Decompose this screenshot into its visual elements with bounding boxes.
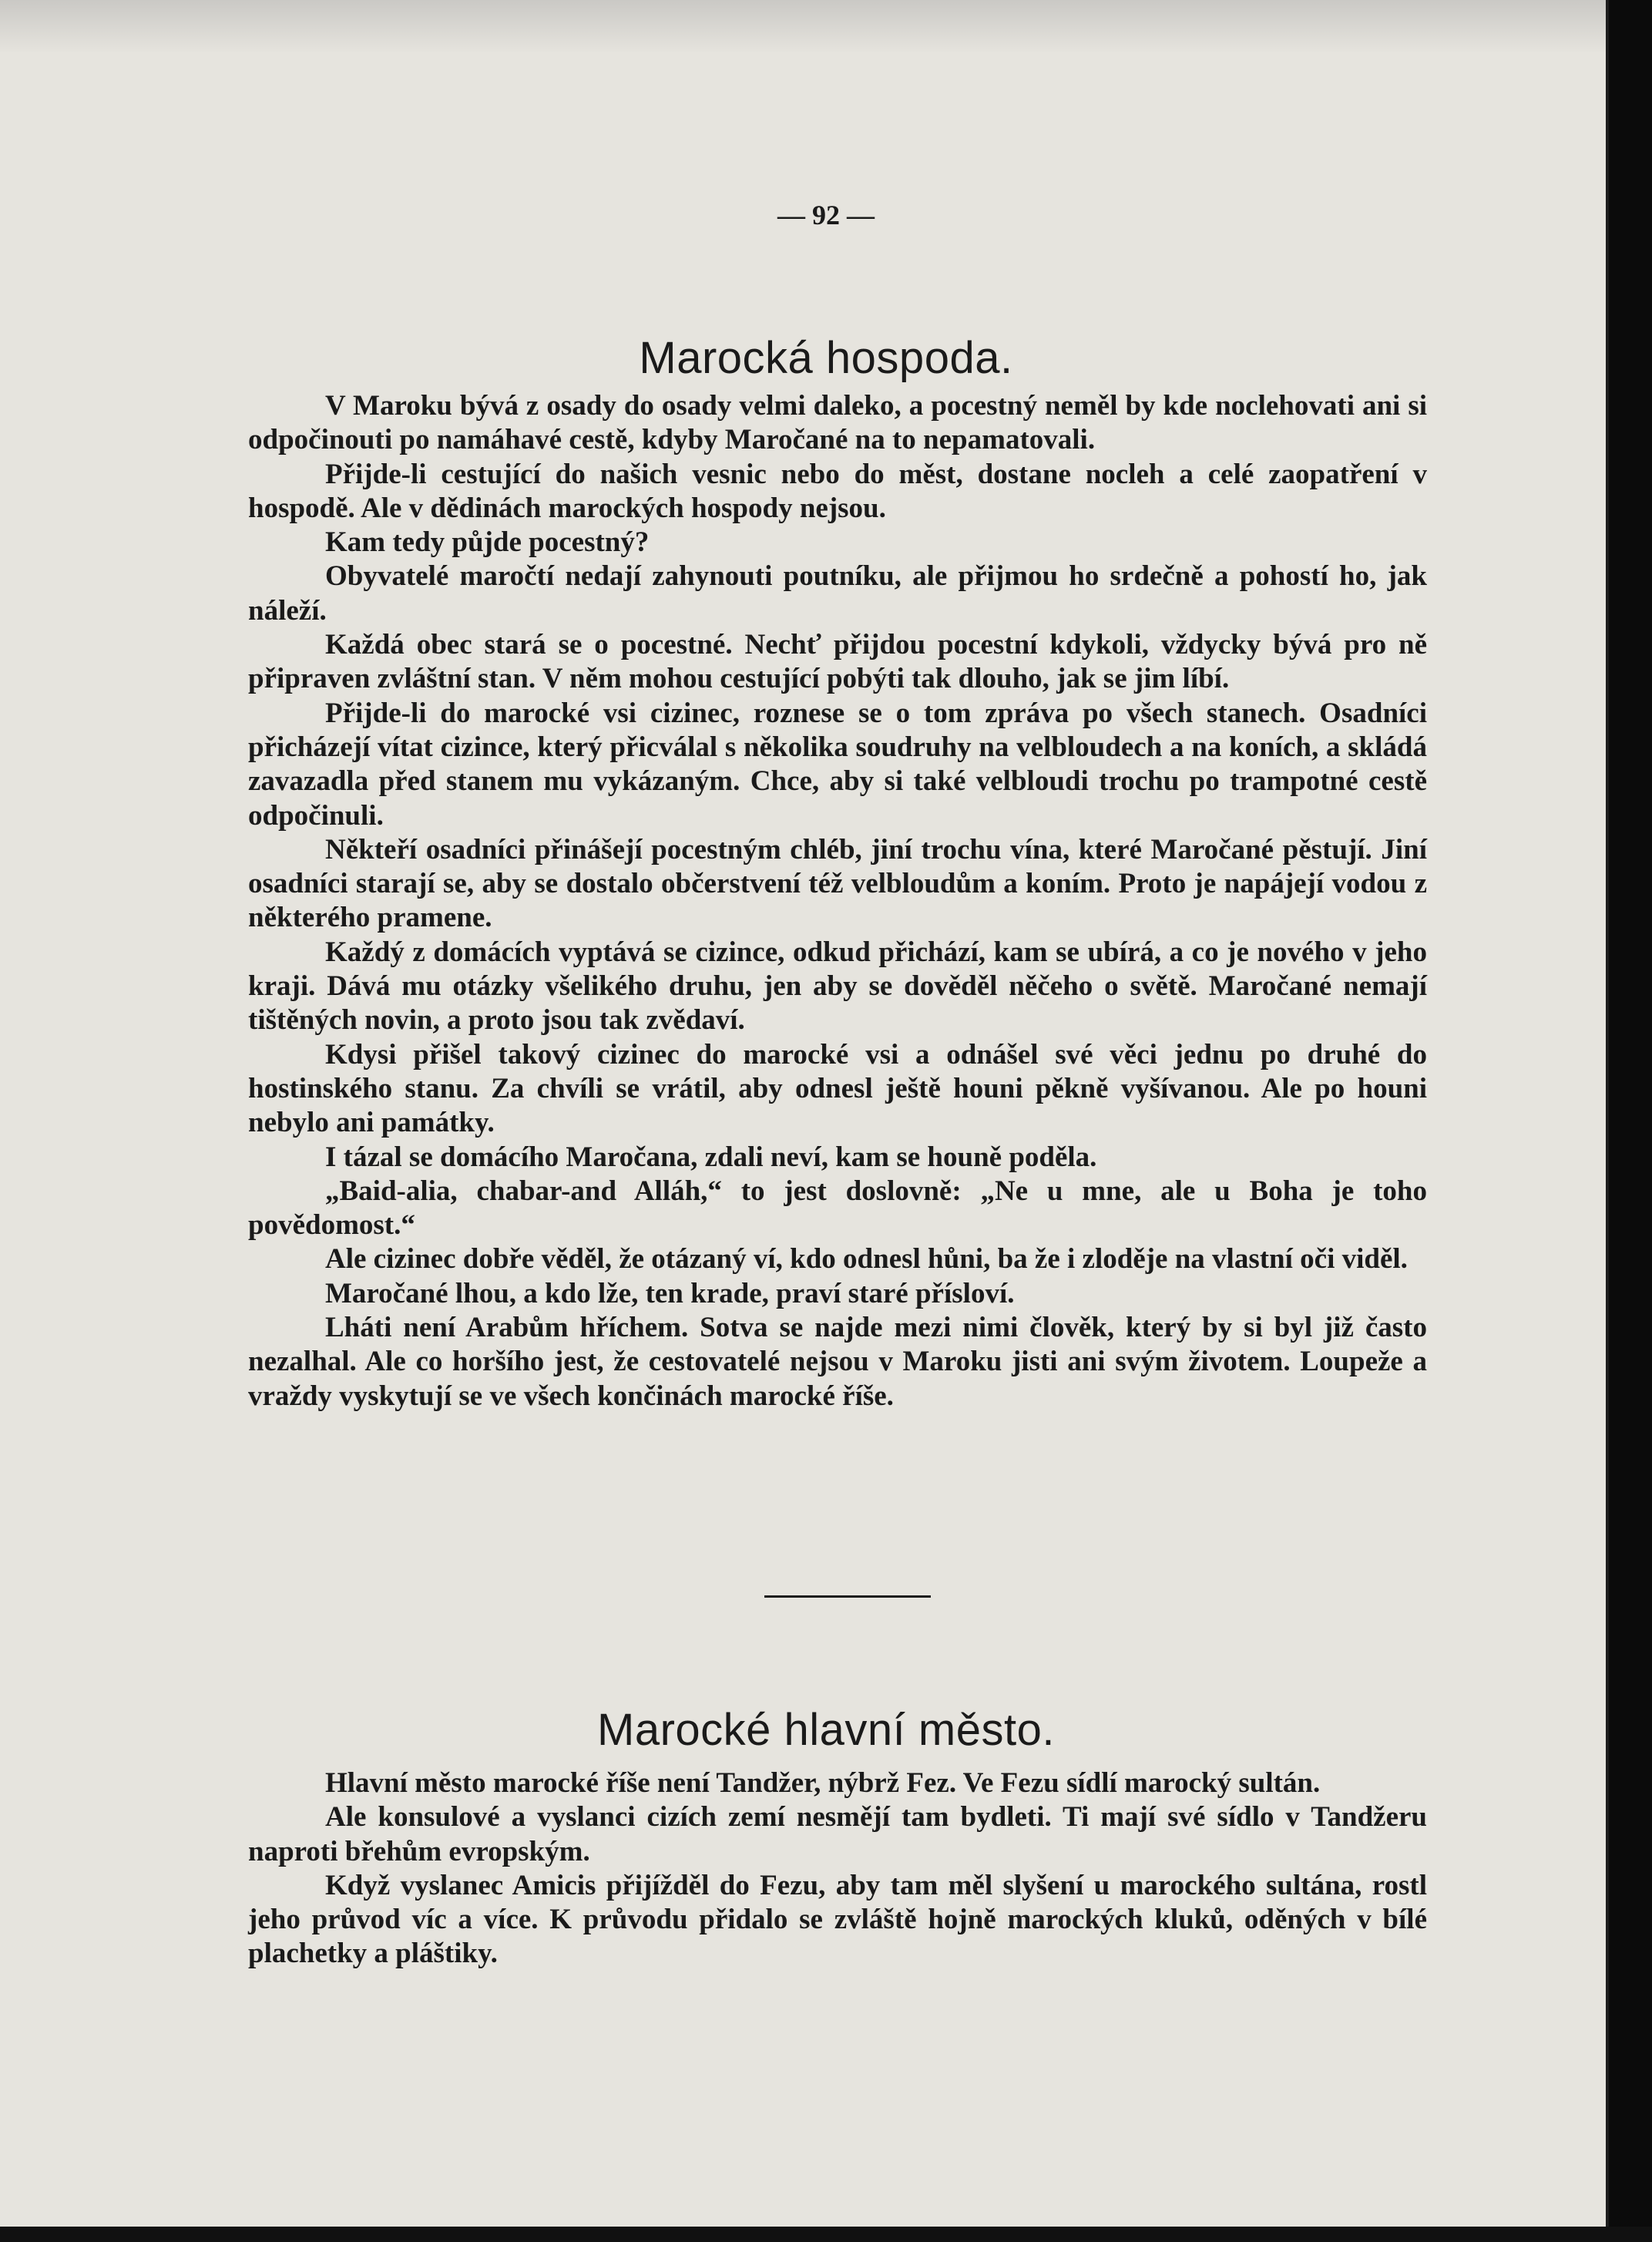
section-title-inn: Marocká hospoda. (639, 332, 1013, 383)
paragraph: Hlavní město marocké říše není Tandžer, nýbrž Fez. Ve Fezu sídlí marocký sultán. (325, 1767, 1321, 1799)
paragraph: Každý z domácích vyptává se cizince, odkud přichází, kam se ubírá, a co je nového v jeho kraji. Dává mu otázky všelikého druhu, jen aby se dověděl něčeho o světě. Maročané nemají tištěných novin, a proto jsou tak zvědaví. (248, 936, 1427, 1037)
section-divider (764, 1595, 931, 1598)
bottom-edge (0, 2227, 1652, 2242)
paragraph: Lháti není Arabům hříchem. Sotva se najde mezi nimi člověk, který by si byl již často nezalhal. Ale co horšího jest, že cestovatelé nejsou v Maroku jisti ani svým životem. Loupeže a vraždy vyskytují se ve všech končinách marocké říše. (248, 1312, 1427, 1412)
paragraph: I tázal se domácího Maročana, zdali neví, kam se houně poděla. (325, 1141, 1097, 1173)
paragraph: Přijde-li do marocké vsi cizinec, roznese se o tom zpráva po všech stanech. Osadníci přicházejí vítat cizince, který přicválal s několika soudruhy na velbloudech a na koních, a skládá zavazadla před stanem mu vykázaným. Chce, aby si také velbloudi trochu po trampotné cestě odpočinuli. (248, 697, 1427, 832)
paragraph: Kdysi přišel takový cizinec do marocké vsi a odnášel své věci jednu po druhé do hostinského stanu. Za chvíli se vrátil, aby odnesl ještě houni pěkně vyšívanou. Ale po houni nebylo ani památky. (248, 1038, 1427, 1139)
paragraph: Když vyslanec Amicis přijížděl do Fezu, aby tam měl slyšení u marockého sultána, rostl jeho průvod víc a více. K průvodu přidalo se zvláště hojně marockých kluků, oděných v bílé plachetky a pláštiky. (248, 1869, 1427, 1970)
paragraph: Kam tedy půjde pocestný? (325, 526, 650, 559)
section-title-capital: Marocké hlavní město. (597, 1704, 1055, 1755)
paragraph: Ale konsulové a vyslanci cizích zemí nesmějí tam bydleti. Ti mají své sídlo v Tandžeru naproti břehům evropským. (248, 1801, 1427, 1867)
paragraph: Přijde-li cestující do našich vesnic nebo do měst, dostane nocleh a celé zaopatření v hospodě. Ale v dědinách marockých hospody nejsou. (248, 458, 1427, 524)
paragraph: Obyvatelé maročtí nedají zahynouti poutníku, ale přijmou ho srdečně a pohostí ho, jak náleží. (248, 560, 1427, 627)
page-number: — 92 — (777, 200, 875, 230)
paragraph: Každá obec stará se o pocestné. Nechť přijdou pocestní kdykoli, vždycky bývá pro ně připraven zvláštní stan. V něm mohou cestující pobýti tak dlouho, jak se jim líbí. (248, 629, 1427, 695)
page-shadow-top (0, 0, 1618, 54)
book-binding (1609, 0, 1652, 2242)
paragraph: Ale cizinec dobře věděl, že otázaný ví, kdo odnesl hůni, ba že i zloděje na vlastní oči viděl. (325, 1243, 1408, 1276)
paragraph: Maročané lhou, a kdo lže, ten krade, praví staré přísloví. (325, 1277, 1015, 1309)
section-body-capital (248, 1766, 1427, 1971)
paragraph: V Maroku bývá z osady do osady velmi daleko, a pocestný neměl by kde noclehovati ani si odpočinouti po namáhavé cestě, kdyby Maročané na to nepamatovali. (248, 390, 1427, 456)
paragraph: „Baid-alia, chabar-and Alláh,“ to jest doslovně: „Ne u mne, ale u Boha je toho povědomost.“ (248, 1175, 1427, 1242)
paragraph: Někteří osadníci přinášejí pocestným chléb, jiní trochu vína, které Maročané pěstují. Jiní osadníci starají se, aby se dostalo občerstvení též velbloudům a koním. Proto je napájejí vodou z některého pramene. (248, 833, 1427, 934)
section-body-inn (248, 389, 1427, 1413)
